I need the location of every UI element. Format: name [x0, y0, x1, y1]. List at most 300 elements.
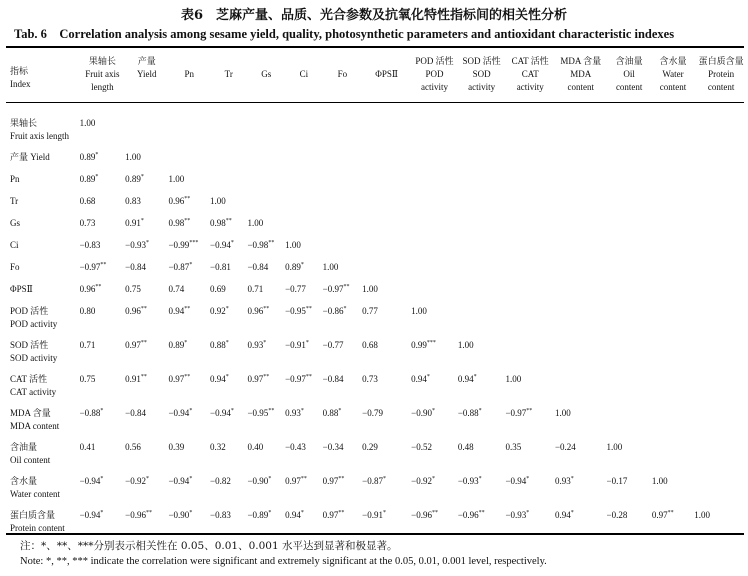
row-index-label	[6, 173, 80, 195]
correlation-cell	[210, 117, 247, 151]
correlation-value: 0.94	[554, 510, 571, 520]
significance-mark: *	[426, 374, 430, 380]
correlation-cell	[362, 239, 411, 261]
correlation-cell	[80, 305, 126, 339]
correlation-cell	[247, 339, 285, 373]
correlation-value: −0.96	[457, 510, 479, 520]
correlation-cell	[80, 339, 126, 373]
correlation-cell	[247, 283, 285, 305]
correlation-cell	[555, 509, 607, 543]
correlation-cell	[411, 217, 458, 239]
correlation-cell	[210, 441, 247, 475]
correlation-cell	[458, 305, 506, 339]
correlation-cell	[125, 151, 168, 173]
correlation-cell	[323, 151, 363, 173]
correlation-cell	[362, 217, 411, 239]
correlation-cell	[362, 283, 411, 305]
correlation-cell	[247, 261, 285, 283]
correlation-cell	[607, 509, 652, 543]
correlation-cell	[505, 151, 555, 173]
correlation-cell	[458, 151, 506, 173]
table-row	[6, 373, 748, 407]
correlation-cell	[555, 283, 607, 305]
header-col-line	[323, 81, 363, 94]
row-label-cn: CAT 活性	[10, 374, 48, 384]
correlation-value: 0.94	[168, 306, 185, 316]
correlation-cell	[125, 305, 168, 339]
correlation-cell	[168, 475, 210, 509]
correlation-value: 0.29	[362, 442, 378, 452]
correlation-cell	[652, 261, 694, 283]
row-index-label	[6, 373, 80, 407]
correlation-cell	[505, 173, 555, 195]
correlation-cell	[555, 217, 607, 239]
correlation-cell	[285, 151, 323, 173]
correlation-value: −0.99	[168, 240, 190, 250]
correlation-cell	[555, 151, 607, 173]
correlation-cell	[607, 339, 652, 373]
row-label-cn: 产量 Yield	[10, 152, 50, 162]
correlation-cell	[285, 441, 323, 475]
header-col-line	[285, 55, 323, 68]
correlation-cell	[505, 509, 555, 543]
correlation-value: 0.99	[411, 340, 427, 350]
correlation-cell	[125, 339, 168, 373]
top-rule	[6, 46, 744, 48]
correlation-cell	[555, 339, 607, 373]
header-col	[125, 55, 168, 112]
correlation-cell	[505, 441, 555, 475]
correlation-cell	[125, 239, 168, 261]
correlation-value: 0.94	[210, 374, 226, 384]
correlation-value: −0.93	[125, 240, 146, 250]
correlation-cell	[80, 151, 126, 173]
header-col-line: Tr	[224, 69, 233, 79]
correlation-value: −0.79	[362, 408, 383, 418]
significance-mark: **	[184, 196, 191, 202]
correlation-cell	[210, 283, 247, 305]
correlation-cell	[210, 475, 247, 509]
correlation-cell	[80, 283, 126, 305]
row-label-cn: Pn	[10, 174, 20, 184]
correlation-value: 1.00	[554, 408, 571, 418]
correlation-value: 0.96	[79, 284, 96, 294]
correlation-cell	[458, 283, 506, 305]
header-col-line	[247, 81, 285, 94]
correlation-cell	[505, 283, 555, 305]
row-index-label	[6, 407, 80, 441]
correlation-cell	[607, 475, 652, 509]
header-col-line	[362, 55, 411, 68]
significance-mark: *	[300, 510, 304, 516]
significance-mark: *	[95, 152, 99, 158]
row-label-cn: MDA 含量	[10, 408, 51, 418]
correlation-cell	[210, 373, 247, 407]
table-row	[6, 441, 748, 475]
table-row	[6, 239, 748, 261]
row-label-cn: SOD 活性	[10, 340, 49, 350]
correlation-cell	[555, 373, 607, 407]
correlation-cell	[125, 475, 168, 509]
header-col	[505, 55, 555, 112]
correlation-cell	[555, 195, 607, 217]
significance-mark: **	[184, 218, 191, 224]
correlation-value: 0.97	[651, 510, 668, 520]
correlation-cell	[694, 283, 748, 305]
row-label-cn: 果轴长	[10, 118, 38, 128]
correlation-value: 0.97	[322, 510, 339, 520]
correlation-value: 0.69	[210, 284, 226, 294]
correlation-value: −0.88	[79, 408, 101, 418]
correlation-cell	[285, 283, 323, 305]
correlation-value: 0.93	[247, 340, 264, 350]
correlation-cell	[411, 283, 458, 305]
correlation-value: 0.97	[168, 374, 185, 384]
significance-mark: *	[263, 340, 267, 346]
header-col-line: Gs	[261, 69, 272, 79]
header-col-line: content	[707, 82, 735, 92]
significance-mark: *	[189, 408, 193, 414]
header-col-line: Yield	[137, 69, 157, 79]
correlation-cell	[555, 117, 607, 151]
correlation-cell	[458, 339, 506, 373]
correlation-cell	[323, 173, 363, 195]
correlation-cell	[694, 261, 748, 283]
row-label-cn: ΦPSⅡ	[10, 284, 33, 294]
correlation-value: 1.00	[79, 118, 96, 128]
significance-mark: *	[338, 408, 342, 414]
correlation-cell	[323, 217, 363, 239]
row-index-label	[6, 261, 80, 283]
correlation-value: −0.24	[554, 442, 576, 452]
correlation-cell	[80, 407, 126, 441]
correlation-cell	[505, 117, 555, 151]
header-col	[210, 55, 247, 112]
correlation-value: −0.92	[125, 476, 146, 486]
header-col-line: activity	[516, 82, 544, 92]
correlation-cell	[80, 475, 126, 509]
correlation-cell	[652, 195, 694, 217]
correlation-cell	[607, 239, 652, 261]
correlation-value: 0.41	[79, 442, 96, 452]
correlation-cell	[285, 261, 323, 283]
correlation-cell	[125, 407, 168, 441]
row-label-cn: Gs	[10, 218, 21, 228]
correlation-cell	[411, 509, 458, 543]
correlation-cell	[247, 407, 285, 441]
significance-mark: *	[95, 174, 99, 180]
table-row	[6, 151, 748, 173]
correlation-value: 0.96	[168, 196, 185, 206]
significance-mark: *	[225, 340, 229, 346]
significance-mark: *	[230, 240, 234, 246]
correlation-cell	[458, 407, 506, 441]
significance-mark: *	[189, 262, 193, 268]
correlation-cell	[362, 117, 411, 151]
correlation-cell	[411, 441, 458, 475]
significance-mark: **	[268, 240, 275, 246]
correlation-cell	[285, 373, 323, 407]
significance-mark: *	[473, 374, 477, 380]
significance-mark: *	[300, 408, 304, 414]
row-label-cn: Tr	[10, 196, 19, 206]
correlation-cell	[323, 283, 363, 305]
row-index-label	[6, 441, 80, 475]
correlation-cell	[607, 195, 652, 217]
row-label-cn: Fo	[10, 262, 20, 272]
correlation-value: 0.94	[457, 374, 474, 384]
correlation-value: −0.93	[505, 510, 527, 520]
significance-mark: *	[230, 408, 234, 414]
correlation-cell	[362, 339, 411, 373]
correlation-value: −0.94	[210, 240, 231, 250]
correlation-cell	[247, 373, 285, 407]
correlation-cell	[411, 173, 458, 195]
correlation-cell	[607, 373, 652, 407]
correlation-cell	[80, 373, 126, 407]
correlation-cell	[607, 117, 652, 151]
correlation-cell	[168, 261, 210, 283]
correlation-cell	[411, 239, 458, 261]
correlation-value: 0.73	[362, 374, 378, 384]
correlation-value: 0.40	[247, 442, 264, 452]
header-col-line: 含水量	[659, 56, 687, 66]
significance-mark: *	[145, 476, 149, 482]
correlation-cell	[505, 217, 555, 239]
row-label-cn: 蛋白质含量	[10, 510, 56, 520]
significance-mark: *	[305, 340, 309, 346]
significance-mark: **	[140, 306, 147, 312]
row-index-label	[6, 283, 80, 305]
correlation-cell	[168, 117, 210, 151]
correlation-cell	[694, 117, 748, 151]
header-col-line: CAT 活性	[511, 56, 549, 66]
correlation-cell	[247, 151, 285, 173]
correlation-cell	[652, 305, 694, 339]
table-body	[6, 112, 748, 543]
header-col-line: Oil	[623, 69, 635, 79]
correlation-value: 0.92	[210, 306, 226, 316]
header-col-line: CAT	[521, 69, 539, 79]
row-label-en: CAT activity	[10, 387, 57, 397]
correlation-cell	[458, 239, 506, 261]
row-index-label	[6, 305, 80, 339]
correlation-cell	[210, 217, 247, 239]
significance-mark: *	[268, 476, 272, 482]
correlation-cell	[652, 283, 694, 305]
row-index-label	[6, 239, 80, 261]
correlation-cell	[323, 407, 363, 441]
correlation-cell	[125, 373, 168, 407]
significance-mark: *	[570, 476, 574, 482]
correlation-value: 0.68	[362, 340, 378, 350]
header-col-line: 蛋白质含量	[698, 56, 744, 66]
significance-mark: *	[431, 408, 435, 414]
correlation-value: −0.84	[125, 408, 146, 418]
correlation-cell	[458, 509, 506, 543]
table-title-chinese: 表6 芝麻产量、品质、光合参数及抗氧化特性指标间的相关性分析	[180, 8, 568, 23]
header-row	[6, 55, 748, 112]
correlation-cell	[555, 475, 607, 509]
header-col	[285, 55, 323, 112]
correlation-value: 0.71	[79, 340, 96, 350]
significance-mark: ***	[426, 340, 436, 346]
significance-mark: *	[189, 476, 193, 482]
correlation-cell	[652, 441, 694, 475]
header-col-line: 含油量	[615, 56, 643, 66]
correlation-cell	[285, 117, 323, 151]
header-col	[362, 55, 411, 112]
correlation-cell	[411, 407, 458, 441]
correlation-value: −0.94	[168, 408, 190, 418]
correlation-cell	[458, 117, 506, 151]
correlation-value: 0.48	[457, 442, 474, 452]
header-col-line: length	[91, 82, 114, 92]
correlation-cell	[285, 407, 323, 441]
correlation-value: −0.17	[606, 476, 628, 486]
significance-mark: *	[478, 476, 482, 482]
correlation-cell	[285, 339, 323, 373]
correlation-value: 0.94	[285, 510, 301, 520]
correlation-value: −0.82	[210, 476, 231, 486]
correlation-value: 0.97	[322, 476, 339, 486]
significance-mark: **	[343, 284, 350, 290]
significance-mark: *	[382, 510, 386, 516]
header-col-line: MDA 含量	[560, 56, 602, 66]
header-col	[607, 55, 652, 112]
header-index-cn: 指标	[10, 66, 29, 76]
correlation-value: 1.00	[457, 340, 474, 350]
header-col-line: activity	[420, 82, 448, 92]
header-col-line: POD 活性	[415, 56, 454, 66]
correlation-cell	[210, 239, 247, 261]
row-label-en: Fruit axis length	[10, 131, 69, 141]
correlation-cell	[505, 407, 555, 441]
header-col-line: 果轴长	[88, 56, 116, 66]
correlation-value: −0.83	[79, 240, 101, 250]
correlation-value: −0.96	[125, 510, 146, 520]
header-col-line: POD	[425, 69, 444, 79]
correlation-cell	[411, 195, 458, 217]
correlation-value: 0.83	[125, 196, 141, 206]
header-col-line	[125, 81, 168, 94]
significance-mark: **	[667, 510, 674, 516]
correlation-cell	[607, 305, 652, 339]
correlation-cell	[411, 151, 458, 173]
correlation-cell	[80, 117, 126, 151]
header-col-line	[168, 55, 210, 68]
header-col	[652, 55, 694, 112]
correlation-cell	[285, 305, 323, 339]
correlation-value: −0.94	[168, 476, 190, 486]
significance-mark: *	[184, 340, 188, 346]
significance-mark: *	[100, 408, 104, 414]
row-label-en: SOD activity	[10, 353, 58, 363]
header-index	[6, 55, 80, 112]
correlation-cell	[694, 509, 748, 543]
correlation-cell	[362, 475, 411, 509]
significance-mark: *	[382, 476, 386, 482]
correlation-value: 0.80	[79, 306, 96, 316]
correlation-cell	[694, 173, 748, 195]
correlation-cell	[285, 217, 323, 239]
correlation-cell	[694, 441, 748, 475]
correlation-cell	[210, 195, 247, 217]
correlation-value: 1.00	[505, 374, 522, 384]
correlation-cell	[168, 305, 210, 339]
correlation-cell	[652, 117, 694, 151]
correlation-cell	[555, 173, 607, 195]
significance-mark: *	[140, 218, 144, 224]
significance-mark: *	[431, 476, 435, 482]
correlation-table	[6, 55, 748, 543]
correlation-cell	[458, 173, 506, 195]
row-index-label	[6, 339, 80, 373]
header-col-line	[285, 81, 323, 94]
significance-mark: *	[225, 374, 229, 380]
correlation-value: −0.90	[247, 476, 269, 486]
significance-mark: *	[189, 510, 193, 516]
header-col	[247, 55, 285, 112]
row-index-label	[6, 151, 80, 173]
correlation-cell	[168, 195, 210, 217]
correlation-cell	[210, 151, 247, 173]
correlation-cell	[694, 305, 748, 339]
correlation-cell	[411, 339, 458, 373]
correlation-cell	[80, 173, 126, 195]
correlation-value: 0.75	[125, 284, 141, 294]
significance-mark: *	[300, 262, 304, 268]
correlation-value: 0.88	[210, 340, 226, 350]
correlation-value: −0.91	[362, 510, 383, 520]
correlation-value: −0.83	[210, 510, 231, 520]
correlation-cell	[247, 305, 285, 339]
significance-mark: **	[145, 510, 152, 516]
significance-mark: **	[263, 374, 270, 380]
correlation-cell	[323, 475, 363, 509]
correlation-cell	[458, 217, 506, 239]
row-index-label	[6, 217, 80, 239]
correlation-cell	[125, 441, 168, 475]
correlation-cell	[652, 339, 694, 373]
correlation-cell	[285, 173, 323, 195]
correlation-cell	[247, 239, 285, 261]
correlation-cell	[652, 407, 694, 441]
correlation-cell	[125, 173, 168, 195]
significance-mark: *	[140, 174, 144, 180]
correlation-cell	[694, 195, 748, 217]
correlation-value: −0.89	[247, 510, 269, 520]
significance-mark: **	[184, 374, 191, 380]
table-row	[6, 117, 748, 151]
correlation-cell	[125, 195, 168, 217]
correlation-cell	[362, 373, 411, 407]
correlation-cell	[210, 173, 247, 195]
header-col-line: MDA	[570, 69, 592, 79]
correlation-value: 1.00	[411, 306, 427, 316]
row-index-label	[6, 475, 80, 509]
correlation-cell	[80, 217, 126, 239]
header-col	[411, 55, 458, 112]
significance-mark: *	[343, 306, 347, 312]
header-col-line: ΦPSⅡ	[375, 69, 398, 79]
significance-mark: *	[268, 510, 272, 516]
correlation-cell	[607, 173, 652, 195]
correlation-value: 0.91	[125, 374, 141, 384]
significance-mark: *	[526, 510, 530, 516]
correlation-cell	[411, 261, 458, 283]
correlation-value: 1.00	[247, 218, 264, 228]
